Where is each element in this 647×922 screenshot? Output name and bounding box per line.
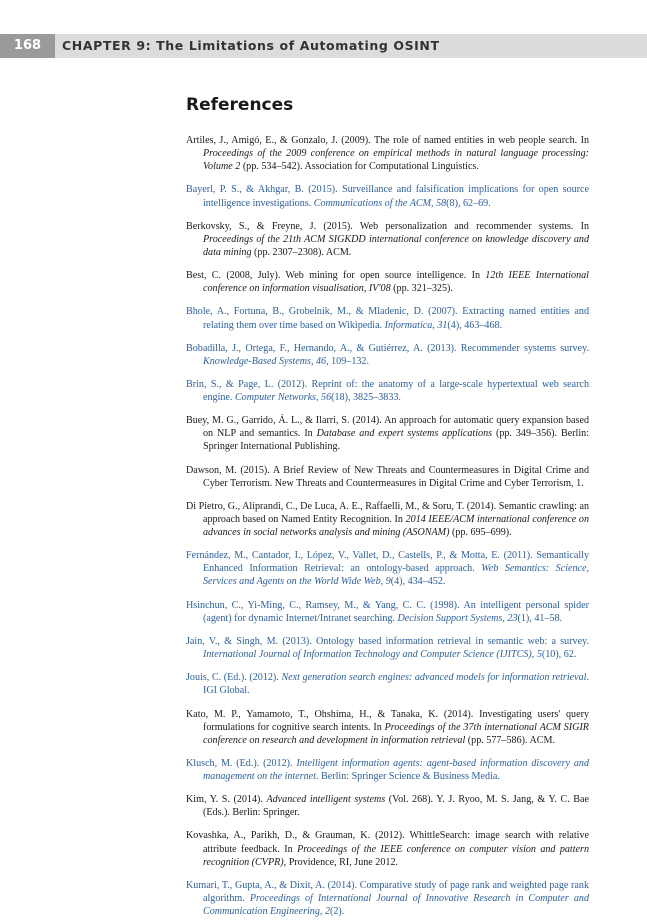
reference-italic-text: 46: [315, 355, 327, 367]
reference-text: . IGI Global.: [203, 672, 589, 697]
reference-entry[interactable]: [186, 305, 589, 331]
reference-entry: [186, 464, 589, 490]
reference-italic-text: Communications of the ACM: [313, 197, 432, 209]
reference-text: Di Pietro, G., Aliprandi, C., De Luca, A. E., Raffaelli, M., & Soru, T. (2014). Semantic crawling: an approach based on Named Entity Recognition. In: [186, 500, 589, 525]
reference-entry[interactable]: [186, 378, 589, 404]
reference-text: Kovashka, A., Parikh, D., & Grauman, K. (2012). WhittleSearch: image search with relative attribute feedback. In: [186, 830, 589, 855]
reference-text: (2).: [330, 906, 345, 917]
reference-italic-text: 56: [321, 392, 332, 404]
reference-text: (10), 62.: [541, 649, 577, 661]
reference-text: ,: [431, 197, 437, 209]
reference-italic-text: Proceedings of the 21th ACM SIGKDD international conference on knowledge discovery and data mining: [203, 233, 589, 258]
reference-text: Kato, M. P., Yamamoto, T., Ohshima, H., & Tanaka, K. (2014). Investigating users' query formulations for cognitive search intents. In: [186, 708, 589, 733]
reference-entry: [186, 134, 589, 173]
reference-text: ,: [531, 649, 537, 661]
reference-text: , 109–132.: [326, 355, 369, 367]
reference-entry[interactable]: [186, 183, 589, 209]
reference-italic-text: International Journal of Information Technology and Computer Science (IJITCS): [203, 649, 532, 661]
reference-italic-text: Decision Support Systems: [397, 612, 503, 624]
reference-text: ,: [315, 392, 322, 404]
reference-entry[interactable]: [186, 879, 589, 918]
reference-text: Bobadilla, J., Ortega, F., Hernando, A., & Gutiérrez, A. (2013). Recommender systems survey.: [186, 342, 589, 354]
reference-italic-text: Computer Networks: [234, 392, 316, 404]
page-number: 168: [0, 34, 55, 58]
reference-italic-text: 31: [437, 319, 448, 331]
reference-entry: [186, 414, 589, 453]
reference-italic-text: 23: [507, 612, 518, 624]
running-header: [0, 34, 647, 58]
reference-italic-text: Proceedings of the 37th international ACM SIGIR conference on research and development in information retrieval: [203, 721, 589, 746]
reference-italic-text: Intelligent information agents: agent-based information discovery and management on the internet: [203, 757, 589, 782]
reference-italic-text: 5: [536, 649, 542, 661]
reference-text: Kim, Y. S. (2014).: [186, 794, 267, 806]
reference-entry: [186, 500, 589, 539]
reference-text: ,: [310, 355, 316, 367]
reference-entry: [186, 829, 589, 868]
reference-text: Bayerl, P. S., & Akhgar, B. (2015). Surveillance and falsification implications for open source intelligence investigations.: [186, 184, 589, 209]
reference-text: Kumari, T., Gupta, A., & Dixit, A. (2014). Comparative study of page rank and weighted page rank algorithm.: [186, 879, 589, 904]
reference-text: (1), 41–58.: [517, 612, 563, 624]
reference-text: Best, C. (2008, July). Web mining for open source intelligence. In: [186, 270, 486, 282]
reference-italic-text: Advanced intelligent systems: [266, 794, 386, 806]
reference-text: (4), 434–452.: [390, 576, 446, 588]
reference-italic-text: Proceedings of the IEEE conference on computer vision and pattern recognition (CVPR): [203, 843, 589, 868]
reference-italic-text: Informatica: [384, 319, 433, 331]
reference-text: Berkovsky, S., & Freyne, J. (2015). Web personalization and recommender systems. In: [186, 220, 589, 232]
reference-italic-text: 58: [436, 197, 447, 209]
reference-text: Buey, M. G., Garrido, Á. L., & Ilarri, S. (2014). An approach for automatic query expansion based on NLP and semantics. In: [186, 415, 589, 440]
reference-text: Dawson, M. (2015). A Brief Review of New Threats and Countermeasures in Digital Crime and Cyber Terrorism. New Threats and Countermeasures in Digital Crime and Cyber Terrorism, 1.: [186, 464, 589, 489]
reference-text: ,: [319, 906, 325, 917]
reference-text: (pp. 534–542). Association for Computational Linguistics.: [240, 161, 479, 173]
reference-text: (8), 62–69.: [446, 197, 491, 209]
reference-text: Hsinchun, C., Yi-Ming, C., Ramsey, M., & Yang, C. C. (1998). An intelligent personal spider (agent) for dynamic Internet/Intranet searching.: [186, 599, 589, 624]
reference-italic-text: Database and expert systems applications: [316, 428, 493, 440]
reference-text: , Providence, RI, June 2012.: [283, 856, 399, 868]
reference-entry[interactable]: [186, 599, 589, 625]
reference-italic-text: Knowledge-Based Systems: [203, 355, 311, 367]
reference-text: (pp. 349–356). Berlin: Springer International Publishing.: [203, 428, 590, 453]
reference-italic-text: Web Semantics: Science, Services and Agents on the World Wide Web: [203, 563, 590, 588]
reference-entry: [186, 220, 589, 259]
reference-text: Jouis, C. (Ed.). (2012).: [186, 672, 282, 684]
running-title: CHAPTER 9: The Limitations of Automating OSINT: [62, 38, 440, 53]
reference-entry[interactable]: [186, 549, 589, 588]
section-title: References: [186, 95, 294, 115]
reference-italic-text: Next generation search engines: advanced models for information retrieval: [281, 672, 587, 684]
reference-text: ,: [380, 576, 386, 588]
reference-italic-text: 2014 IEEE/ACM international conference on advances in social networks analysis and mining (ASONAM): [203, 514, 589, 539]
reference-entry[interactable]: [186, 671, 589, 697]
reference-text: Klusch, M. (Ed.). (2012).: [186, 757, 297, 769]
reference-text: (pp. 2307–2308). ACM.: [251, 246, 352, 258]
reference-text: (pp. 695–699).: [449, 527, 512, 539]
reference-text: Artiles, J., Amigó, E., & Gonzalo, J. (2009). The role of named entities in web people search. In: [186, 135, 589, 147]
reference-list: [186, 124, 589, 922]
reference-text: ,: [502, 612, 508, 624]
reference-entry: [186, 269, 589, 295]
reference-entry[interactable]: [186, 757, 589, 783]
reference-text: . Berlin: Springer Science & Business Media.: [315, 770, 500, 782]
reference-entry[interactable]: [186, 635, 589, 661]
reference-text: Fernández, M., Cantador, I., López, V., Vallet, D., Castells, P., & Motta, E. (2011). Semantically Enhanced Information Retrieval: an ontology-based approach.: [186, 550, 589, 575]
reference-text: Bhole, A., Fortuna, B., Grobelnik, M., & Mladenic, D. (2007). Extracting named entities and relating them over time based on Wikipedia.: [186, 306, 589, 331]
reference-text: (pp. 577–586). ACM.: [465, 734, 556, 746]
reference-italic-text: 12th IEEE International conference on information visualisation, IV'08: [203, 270, 589, 295]
reference-text: Jain, V., & Singh, M. (2013). Ontology based information retrieval in semantic web: a survey.: [186, 635, 589, 647]
reference-italic-text: Proceedings of the 2009 conference on empirical methods in natural language processing: Volume 2: [203, 148, 589, 173]
reference-italic-text: Proceedings of International Journal of Innovative Research in Computer and Communication Engineering: [203, 892, 590, 917]
reference-text: (Vol. 268). Y. J. Ryoo, M. S. Jang, & Y. C. Bae (Eds.). Berlin: Springer.: [203, 794, 589, 819]
reference-text: (18), 3825–3833.: [331, 392, 401, 404]
reference-entry: [186, 793, 589, 819]
reference-entry[interactable]: [186, 342, 589, 368]
reference-text: Brin, S., & Page, L. (2012). Reprint of: the anatomy of a large-scale hypertextual web search engine.: [186, 378, 589, 404]
reference-text: (pp. 321–325).: [390, 283, 453, 295]
reference-italic-text: 2: [324, 906, 330, 917]
reference-italic-text: 9: [385, 576, 391, 588]
reference-text: (4), 463–468.: [447, 319, 503, 331]
reference-entry: [186, 708, 589, 747]
reference-text: ,: [432, 319, 438, 331]
